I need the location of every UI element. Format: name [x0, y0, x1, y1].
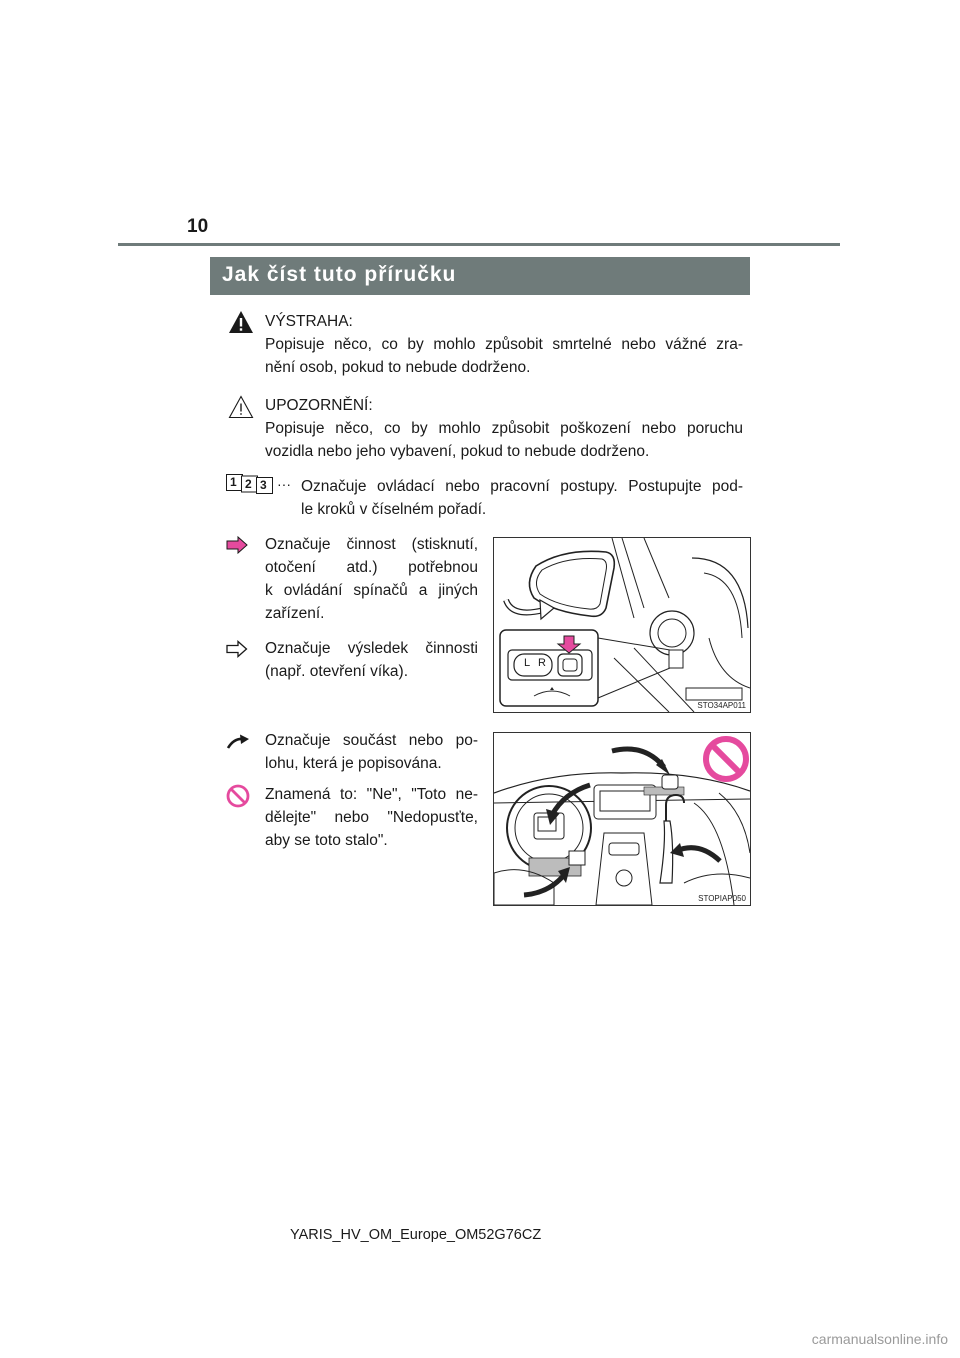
step-number: 3	[260, 478, 267, 492]
steps-line: le kroků v číselném pořadí.	[301, 501, 487, 518]
warning-filled-icon	[228, 310, 254, 334]
warning-line: nění osob, pokud to nebude dodrženo.	[265, 359, 531, 376]
mirror-switch-right-label: R	[538, 657, 546, 669]
notice-heading: UPOZORNĚNÍ:	[265, 397, 373, 414]
prohibited-block	[265, 783, 478, 852]
footer-document-code: YARIS_HV_OM_Europe_OM52G76CZ	[290, 1227, 542, 1243]
step-numbers-icon	[226, 474, 278, 494]
prohibited-line: Znamená to: "Ne", "Toto ne-	[265, 786, 478, 803]
notice-line: Popisuje něco, co by mohlo způsobit poškození nebo poruchu	[265, 420, 743, 437]
notice-line: vozidla nebo jeho vybavení, pokud to nebude dodrženo.	[265, 443, 650, 460]
section-title: Jak číst tuto příručku	[222, 263, 457, 286]
mirror-switch-left-label: L	[524, 657, 531, 669]
section-header	[210, 257, 750, 295]
result-line: (např. otevření víka).	[265, 663, 409, 680]
figure-mirror-switch	[493, 537, 751, 713]
figure-code: STOPIAP050	[698, 894, 746, 903]
prohibited-line: dělejte" nebo "Nedopusťte,	[265, 809, 478, 826]
dashboard-illustration	[494, 733, 750, 905]
action-line: k ovládání spínačů a jiných	[265, 582, 478, 599]
notice-block	[265, 394, 743, 463]
page-number: 10	[187, 216, 209, 237]
top-rule	[118, 243, 840, 246]
warning-block	[265, 310, 743, 379]
step-number: 1	[230, 475, 237, 489]
action-line: zařízení.	[265, 605, 325, 622]
component-line: Označuje součást nebo po-	[265, 732, 478, 749]
result-block	[265, 637, 478, 683]
steps-block	[301, 475, 743, 521]
pink-arrow-icon	[226, 536, 248, 554]
component-line: lohu, která je popisována.	[265, 755, 442, 772]
action-line: otočení atd.) potřebnou	[265, 559, 478, 576]
component-block	[265, 729, 478, 775]
steps-line: Označuje ovládací nebo pracovní postupy. Postupujte pod-	[301, 478, 743, 495]
figure-prohibited-items	[493, 732, 751, 906]
steps-dots: ···	[277, 476, 291, 492]
warning-heading: VÝSTRAHA:	[265, 313, 353, 330]
prohibited-icon	[226, 784, 250, 808]
result-line: Označuje výsledek činnosti	[265, 640, 478, 657]
mirror-illustration	[494, 538, 750, 712]
action-line: Označuje činnost (stisknutí,	[265, 536, 478, 553]
watermark[interactable]: carmanualsonline.info	[811, 1331, 948, 1347]
prohibited-line: aby se toto stalo".	[265, 832, 388, 849]
curved-arrow-icon	[226, 734, 250, 750]
step-number: 2	[245, 477, 252, 491]
figure-code: STO34AP011	[697, 701, 746, 710]
warning-outline-icon	[228, 395, 254, 419]
warning-line: Popisuje něco, co by mohlo způsobit smrtelné nebo vážné zra-	[265, 336, 743, 353]
action-block	[265, 533, 478, 625]
outline-arrow-icon	[226, 640, 248, 658]
